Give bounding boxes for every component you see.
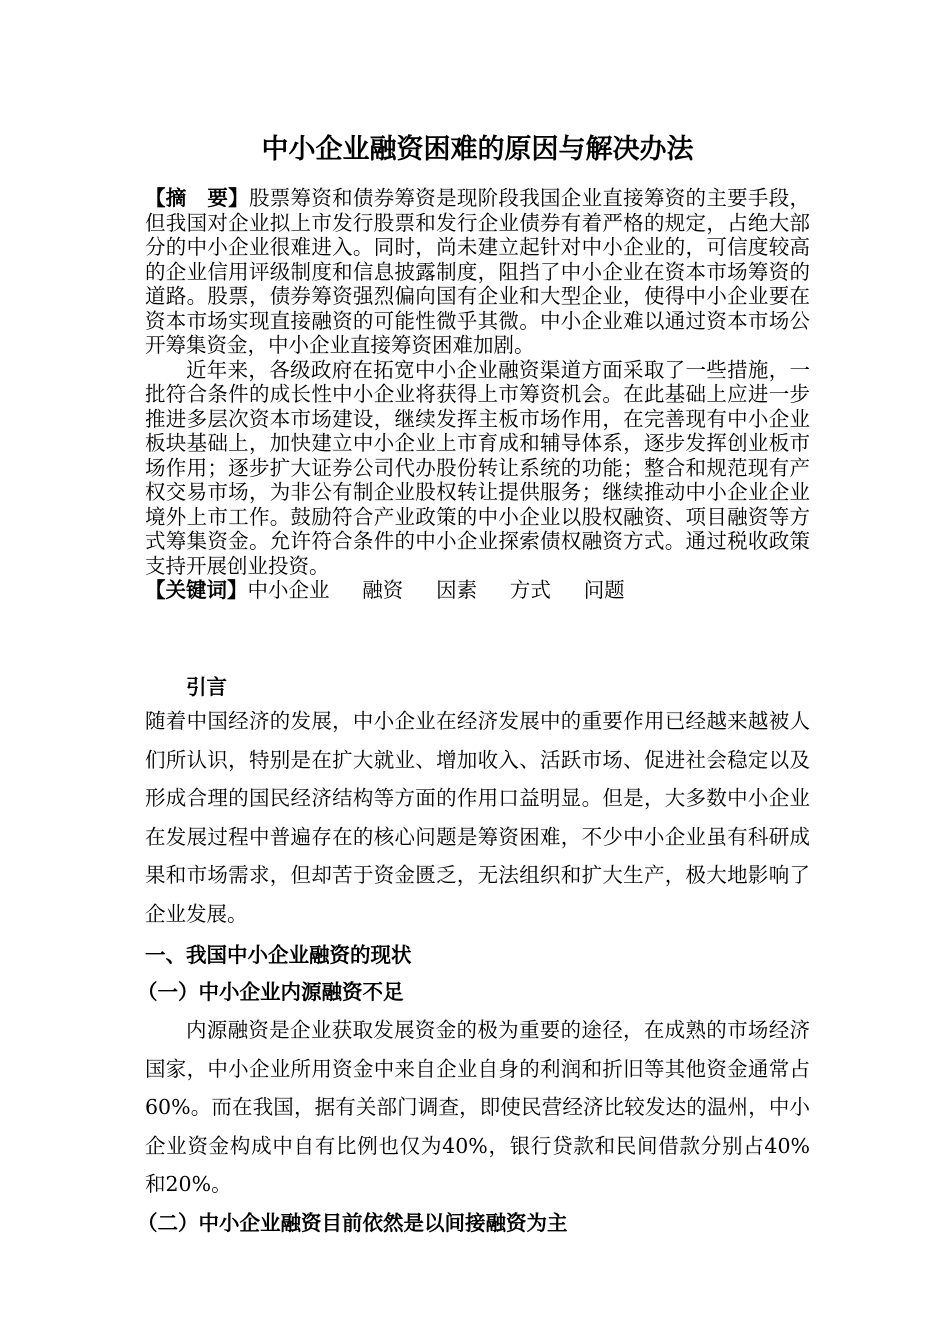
keyword-item: 中小企业 [247,578,330,602]
keyword-item: 问题 [583,578,625,602]
abstract-section [145,186,810,603]
abstract-text-1: 股票筹资和债券筹资是现阶段我国企业直接筹资的主要手段，但我国对企业拟上市发行股票和发行企业债券有着严格的规定，占绝大部分的中小企业很难进入。同时，尚未建立起针对中小企业的，可信度较高的企业信用评级制度和信息披露制度，阻挡了中小企业在资本市场筹资的道路。股票，债券筹资强烈偏向国有企业和大型企业，使得中小企业要在资本市场实现直接融资的可能性微乎其微。中小企业难以通过资本市场公开筹集资金，中小企业直接筹资困难加剧。 [145,186,810,357]
subsection-1-heading: （一）中小企业内源融资不足 [137,980,404,1004]
abstract-label: 【摘 要】 [145,186,249,210]
abstract-paragraph-1 [145,186,810,358]
keyword-item: 因素 [436,578,478,602]
document-body [137,672,810,1242]
intro-paragraph: 随着中国经济的发展，中小企业在经济发展中的重要作用已经越来越被人们所认识，特别是在扩大就业、增加收入、活跃市场、促进社会稳定以及形成合理的国民经济结构等方面的作用口益明显。但是，大多数中小企业在发展过程中普遍存在的核心问题是筹资困难，不少中小企业虽有科研成果和市场需求，但却苦于资金匮乏，无法组织和扩大生产，极大地影响了企业发展。 [145,709,810,926]
keywords-label: 【关键词】 [145,578,248,602]
section-1-heading: 一、我国中小企业融资的现状 [145,943,412,967]
keyword-item: 方式 [509,578,551,602]
abstract-paragraph-2: 近年来，各级政府在拓宽中小企业融资渠道方面采取了一些措施，一批符合条件的成长性中小企业将获得上市筹资机会。在此基础上应进一步推进多层次资本市场建设，继续发挥主板市场作用，在完善现有中小企业板块基础上，加快建立中小企业上市育成和辅导体系，逐步发挥创业板市场作用；逐步扩大证券公司代办股份转让系统的功能；整合和规范现有产权交易市场，为非公有制企业股权转让提供服务；继续推动中小企业企业境外上市工作。鼓励符合产业政策的中小企业以股权融资、项目融资等方式筹集资金。允许符合条件的中小企业探索债权融资方式。通过税收政策支持开展创业投资。 [145,357,810,578]
subsection-1-paragraph: 内源融资是企业获取发展资金的极为重要的途径，在成熟的市场经济国家，中小企业所用资金中来自企业自身的利润和折旧等其他资金通常占60%。而在我国，据有关部门调查，即使民营经济比较发达的温州，中小企业资金构成中自有比例也仅为40%，银行贷款和民间借款分别占40%和20%。 [145,1018,810,1196]
keywords-line [145,578,810,603]
intro-heading: 引言 [186,675,227,699]
document-title: 中小企业融资困难的原因与解决办法 [261,134,694,165]
subsection-2-heading: （二）中小企业融资目前依然是以间接融资为主 [137,1210,568,1235]
keyword-item: 融资 [362,578,404,602]
